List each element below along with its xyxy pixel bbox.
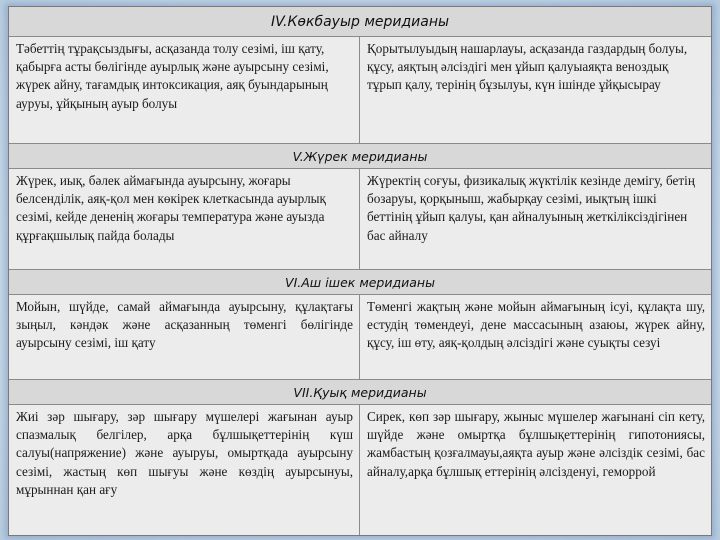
section-title-bladder: VII.Қуық меридианы [9,379,711,405]
table-row-spleen [9,37,711,143]
deficiency-symptoms-cell: Қорытылуыдың нашарлауы, асқазанда газдардың болуы, құсу, аяқтың әлсіздігі мен ұйып қалуыаяқта веноздық тұрып қалу, терінің бұзылуы, күн ішінде ұйқысырау [367,41,688,93]
section-title-spleen: IV.Көкбауыр меридианы [9,7,711,37]
section-title-heart: V.Жүрек меридианы [9,143,711,169]
section-title-small-intestine: VI.Аш ішек меридианы [9,269,711,295]
deficiency-symptoms-cell: Төменгі жақтың және мойын аймағының ісуі, құлақта шу, естудің төмендеуі, дене массасының азаюы, жүрек айну, құсу, іш өту, аяқ-қолдың әлсіздігі және суықты сезуі [367,299,705,351]
excess-symptoms-cell: Тәбеттің тұрақсыздығы, асқазанда толу сезімі, іш қату, қабырға асты бөлігінде ауырлық және ауырсыну сезімі, жүрек айну, тағамдық интоксикация, аяқ буындарының ауруы, ұйқының ауыр болуы [9,37,360,143]
table-row-small-intestine [9,295,711,379]
meridian-table [8,6,712,536]
excess-symptoms-cell: Жиі зәр шығару, зәр шығару мүшелері жағынан ауыр спазмалық белгілер, арқа бұлшықеттерінің күш салуы(напряжение) және ауыруы, омыртқада ауырсыну сезімі, жастың көп шығуы және көздің ауырсынуы, мұрыннан қан ағу [9,405,360,535]
excess-symptoms-cell: Мойын, шүйде, самай аймағында ауырсыну, құлақтағы зыңыл, кәндәк және асқазанның төменгі бөлігінде ауырсыну сезімі, іш қату [9,295,360,379]
excess-symptoms-cell: Жүрек, иық, бәлек аймағында ауырсыну, жоғары белсенділік, аяқ-қол мен көкірек клеткасында ауырлық сезімі, кейде дененің жоғары температура және ауызда құрғақшылық пайда болады [9,169,360,269]
deficiency-symptoms-cell: Жүректің соғуы, физикалық жүктілік кезінде демігу, бетің бозаруы, қорқыныш, жабырқау сезімі, иықтың ішкі беттінің ұйып қалуы, қан айналуының жеткіліксіздігінен бас айналу [367,173,695,243]
table-row-heart [9,169,711,269]
table-row-bladder [9,405,711,535]
deficiency-symptoms-cell: Сирек, көп зәр шығару, жыныс мүшелер жағынані сіп кету, шүйде және омыртқа бұлшықеттерінің гипотониясы, жамбастың қозғалмауы,аяқта ауыр және әлсіздік сезімі, бас айналу,арқа бұлшық еттерінің әлсізденуі, геморрой [367,409,705,479]
